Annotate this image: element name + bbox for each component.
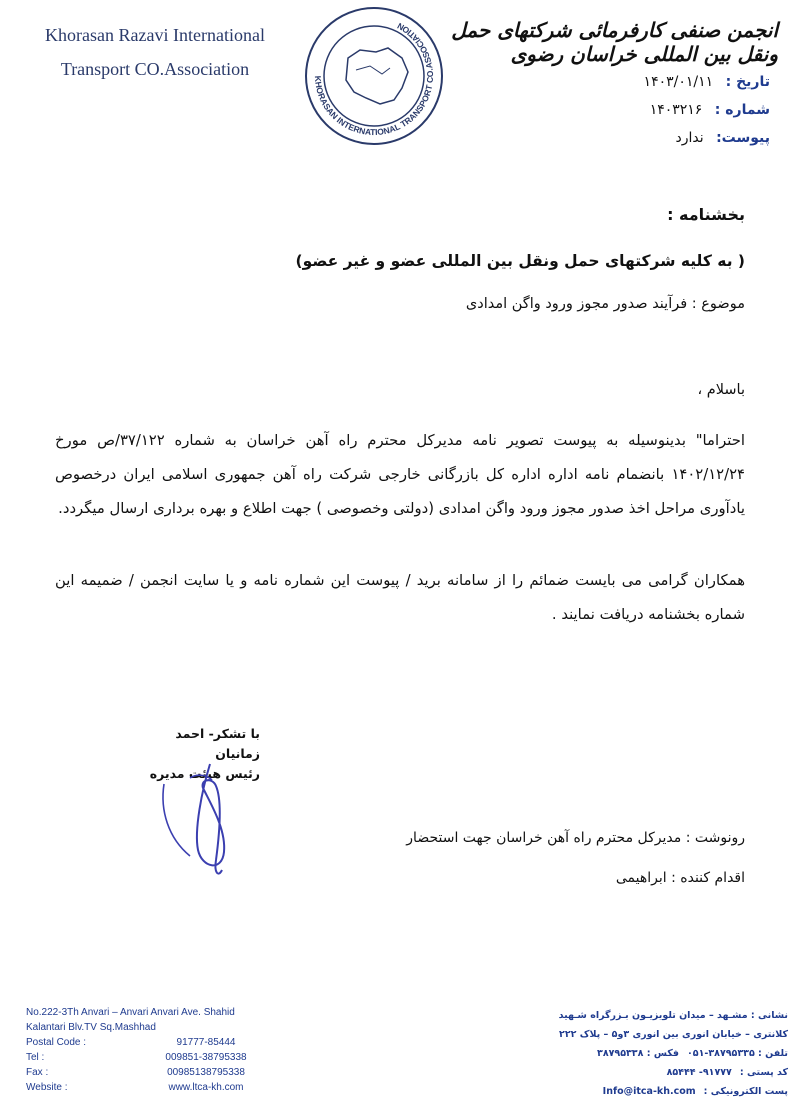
org-name-en-line2: Transport CO.Association xyxy=(60,59,250,79)
attachment-label: پیوست: xyxy=(716,130,770,146)
footer-postal-row xyxy=(26,1035,266,1050)
footer-tel-row xyxy=(26,1050,266,1065)
footer-fa-address-line1: نشانی : مشـهد – میدان تلویزیـون بـزرگراه شـهید xyxy=(558,1010,788,1021)
footer-fa-email-label: پست الکترونیکی : xyxy=(703,1086,788,1097)
greeting: باسلام ، xyxy=(697,382,745,398)
footer-website-row xyxy=(26,1080,266,1095)
number-label: شماره : xyxy=(714,102,770,118)
body-paragraph-1: احتراما" بدینوسیله به پیوست تصویر نامه مدیرکل محترم راه آهن خراسان به شماره ۳۷/۱۲۲/ص مورخ ۱۴۰۲/۱۲/۲۴ بانضمام نامه اداره اداره کل بازرگانی خارجی شرکت راه آهن جمهوری اسلامی ایران درخصوص یادآوری مراحل اخذ صدور مجوز ورود واگن امدادی (دولتی وخصوصی ) جهت اطلاع و بهره برداری ارسال میگردد. xyxy=(55,432,745,517)
footer-postal-value: 91777-85444 xyxy=(176,1037,236,1048)
org-name-persian: انجمن صنفی کارفرمائی شرکتهای حمل ونقل بین المللی خراسان رضوی xyxy=(451,18,778,66)
signature-title: رئیس هیئت مدیره xyxy=(149,766,260,781)
footer-tel-value: 009851-38795338 xyxy=(165,1052,247,1063)
svg-text:KHORASAN INTERNATIONAL TRANSPO xyxy=(313,21,435,137)
footer-fax-value: 00985138795338 xyxy=(167,1067,245,1078)
logo-ring-text: KHORASAN INTERNATIONAL TRANSPORT CO.ASSOCIATION xyxy=(312,20,436,138)
addressee: ( به کلیه شرکتهای حمل ونقل بین المللی عضو و غیر عضو) xyxy=(295,252,745,270)
footer-fa-postal-row xyxy=(548,1063,788,1082)
footer-fa-postal-label: کد پستی : xyxy=(739,1067,788,1078)
footer-fa-tel: تلفن : ۳۸۷۹۵۳۳۵-۰۵۱ xyxy=(687,1048,788,1059)
handwritten-signature-icon xyxy=(150,760,270,880)
org-name-en-line1: Khorasan Razavi International xyxy=(45,25,265,45)
footer-website-link[interactable]: www.ltca-kh.com xyxy=(168,1082,244,1093)
carbon-copy: رونوشت : مدیرکل محترم راه آهن خراسان جهت استحضار xyxy=(406,830,745,846)
circular-title: بخشنامه : xyxy=(667,205,745,224)
footer-address-line2: Kalantari Blv.TV Sq.Mashhad xyxy=(26,1022,156,1033)
footer-postal-label: Postal Code : xyxy=(26,1037,87,1048)
number-row xyxy=(570,96,770,124)
body-paragraph-2: همکاران گرامی می بایست ضمائم را از سامانه برید / پیوست این شماره نامه و یا سایت انجمن / ضمیمه این شماره بخشنامه دریافت نمایند . xyxy=(55,572,745,623)
footer-website-label: Website : xyxy=(26,1082,68,1093)
org-name-english xyxy=(30,18,280,86)
footer-persian xyxy=(548,1006,788,1101)
footer-fax-row xyxy=(26,1065,266,1080)
letter-meta xyxy=(570,68,770,152)
footer-fa-postal-value: ۹۱۷۷۷- ۸۵۴۴۴ xyxy=(666,1067,732,1078)
action-officer: اقدام کننده : ابراهیمی xyxy=(615,870,745,886)
date-label: تاریخ : xyxy=(725,74,770,90)
attachment-value: ندارد xyxy=(675,130,704,146)
footer-fax-label: Fax : xyxy=(26,1067,49,1078)
footer-address-line1: No.222-3Th Anvari – Anvari Anvari Ave. Shahid xyxy=(26,1007,235,1018)
footer-fa-address-line2: کلانتری – خیابان انوری بین انوری ۳و۵ – پلاک ۲۲۲ xyxy=(559,1029,788,1040)
footer-tel-label: Tel : xyxy=(26,1052,45,1063)
footer-fa-email-row xyxy=(548,1082,788,1101)
date-value: ۱۴۰۳/۰۱/۱۱ xyxy=(643,74,714,90)
footer-fa-fax: فکس : ۳۸۷۹۵۳۳۸ xyxy=(597,1048,679,1059)
footer-fa-phone-row xyxy=(548,1044,788,1063)
footer-fa-email-link[interactable]: Info@itca-kh.com xyxy=(602,1086,696,1097)
footer-english xyxy=(26,1005,266,1095)
date-row xyxy=(570,68,770,96)
number-value: ۱۴۰۳۲۱۶ xyxy=(649,102,703,118)
signature-name: با تشکر- احمد زمانیان xyxy=(175,726,260,761)
attachment-row xyxy=(570,124,770,152)
subject-line: موضوع : فرآیند صدور مجوز ورود واگن امدادی xyxy=(465,296,745,312)
